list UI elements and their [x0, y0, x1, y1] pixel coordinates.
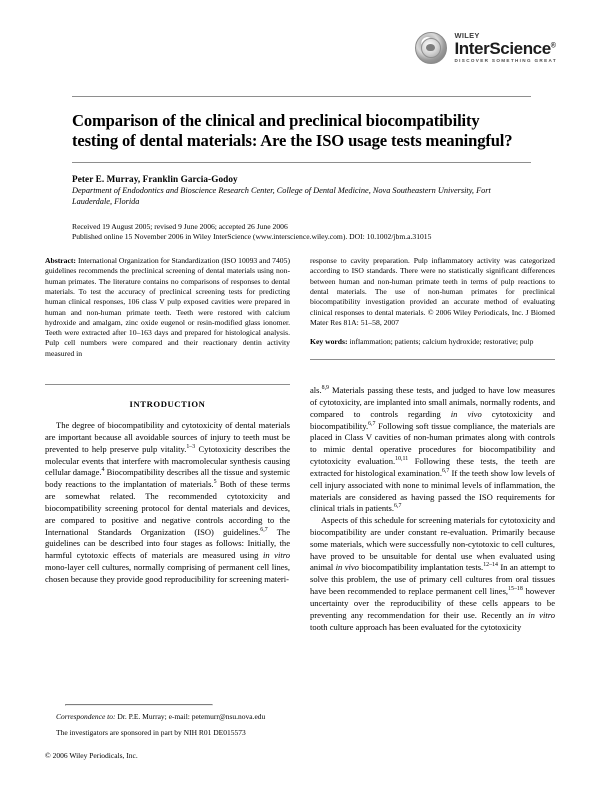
citation-ref-6-7-c: 6,7: [441, 468, 450, 475]
author-list: Peter E. Murray, Franklin Garcia-Godoy: [72, 174, 238, 185]
intro-paragraph-left: [45, 420, 290, 586]
footnote-zone: [45, 704, 317, 760]
wiley-interscience-logo: [415, 32, 557, 64]
citation-ref-4: 4: [101, 467, 105, 474]
authors-block: [27, 163, 573, 217]
citation-ref-12-14: 12–14: [483, 562, 498, 569]
intro-right-italic-invivo-1: in vivo: [450, 408, 482, 419]
intro-right-seg-4: Following soft tissue compliance, the materials are placed in Class V cavities of non-human primates along with controls to mimic dental operative procedures for biocompatibility and cytotoxicity evaluation.: [310, 420, 555, 467]
citation-ref-6-7-d: 6,7: [394, 503, 402, 510]
intro-right2-italic-invivo: in vivo: [335, 562, 359, 573]
received-dates: Received 19 August 2005; revised 9 June 2006; accepted 26 June 2006: [72, 221, 288, 231]
intro-right-seg-2: Materials passing these tests, and judged to have low measures of cytotoxicity, are implanted into small animals, normally rodents, and compared to controls regarding: [310, 385, 555, 419]
abstract-body-left: International Organization for Standardization (ISO 10093 and 7405) guidelines recommends the preclinical screening of dental materials using non-human primates. The literature contains no comparisons of responses to dental materials. To test the accuracy of preclinical screening tests for predicting human clinical responses, 106 class V pulp exposed cavities were prepared in human and non-human primate teeth. Teeth were restored with calcium hydroxide and amalgam, zinc oxide eugenol or resin-modified glass ionomer. Teeth were extracted after 10–163 days and prepared for histological analysis. Pulp cell numbers were compared and their reactionary dentin activity measured in: [45, 256, 290, 358]
intro-paragraph-right-2: [310, 515, 555, 633]
abstract-left-column: [45, 256, 290, 385]
title-block: [27, 97, 573, 162]
intro-left-seg-1: The degree of biocompatibility and cytotoxicity of dental materials are important because all avoidable sources of injury to teeth must be prevented to help preserve pulp vitality.: [45, 420, 290, 454]
body-right-column: [310, 385, 555, 633]
funding-note: The investigators are sponsored in part by NIH R01 DE015573: [56, 727, 246, 737]
copyright-line: © 2006 Wiley Periodicals, Inc.: [45, 751, 138, 760]
section-heading-introduction: INTRODUCTION: [129, 399, 206, 410]
intro-paragraph-right-1: [310, 385, 555, 515]
intro-right-seg-5: Following these tests, the teeth are extracted for histological examination.: [310, 456, 556, 478]
citation-ref-5: 5: [213, 479, 217, 486]
registered-trademark-icon: ®: [550, 42, 556, 50]
intro-right2-seg-3: In an attempt to solve this problem, the use of primary cell cultures from oral tissues have been recommended to replace permanent cell lines,: [310, 562, 555, 597]
intro-left-seg-2: Cytotoxicity describes the molecular events that interfere with macromolecular synthesis causing cellular damage.: [45, 443, 290, 478]
correspondence-value: Dr. P.E. Murray; e-mail: petemurr@nsu.nova.edu: [115, 711, 266, 721]
citation-ref-1-3: 1–3: [186, 443, 196, 450]
intro-right2-seg-4: however uncertainty over the reproducibility of these cells appears to be preventing any recommendation for their use. Recently an: [310, 586, 555, 620]
abstract-right-column: [310, 256, 555, 385]
footnote-divider: [65, 704, 213, 706]
abstract-label: Abstract:: [45, 256, 76, 266]
intro-right-seg-6: If the teeth show low levels of cell injury associated with none to minimal levels of inflammation, the materials are considered as having passed the ISO requirements for clinical trials in patients.: [310, 467, 555, 514]
intro-right2-italic-invitro: in vitro: [528, 609, 555, 620]
intro-right-seg-3: cytotoxicity and biocompatibility.: [310, 408, 555, 431]
body-columns: [27, 385, 573, 760]
citation-ref-8-9: 8,9: [321, 385, 330, 392]
intro-left-seg-3: Biocompatibility describes all the tissue and systemic body reactions to the implantation of materials.: [45, 467, 290, 490]
globe-icon: [415, 32, 447, 64]
author-affiliation: Department of Endodontics and Bioscience Research Center, College of Dental Medicine, Nova Southeastern University, Fort Lauderdale, Florida: [72, 185, 491, 206]
intro-left-seg-5: The guidelines can be described into four stages as follows: Initially, the harmful cytotoxic effects of materials are measured using: [45, 526, 290, 561]
logo-wiley-label: WILEY: [454, 30, 480, 40]
keywords-label: Key words:: [310, 337, 348, 347]
intro-left-italic-invitro: in vitro: [262, 550, 290, 561]
citation-ref-10-11: 10,11: [395, 456, 409, 463]
abstract-columns: [27, 243, 573, 385]
published-online-line: Published online 15 November 2006 in Wiley InterScience (www.interscience.wiley.com). DOI: 10.1002/jbm.a.31015: [72, 232, 432, 242]
page-title: Comparison of the clinical and preclinical biocompatibility testing of dental materials: Are the ISO usage tests meaningful?: [72, 111, 513, 151]
citation-ref-6-7-b: 6,7: [368, 420, 376, 427]
intro-left-seg-4: Both of these terms are somewhat related. The recommended cytotoxicity and biocompatibility screening protocol for dental materials and devices, are compared to positive and negative controls according to the International Standards Organization (ISO) guidelines.: [45, 479, 290, 537]
logo-tagline: DISCOVER SOMETHING GREAT: [454, 58, 557, 64]
correspondence-label: Correspondence to:: [56, 711, 116, 721]
body-left-column: [45, 385, 290, 760]
intro-right2-seg-5: tooth culture approach has been evaluated for the cytotoxicity: [310, 621, 522, 632]
correspondence-note: [45, 712, 317, 722]
logo-wordmark: [454, 32, 557, 64]
intro-right2-seg-1: Aspects of this schedule for screening materials for cytotoxicity and biocompatibility are under constant re-evaluation. Primarily because some materials, which were successfully non-cytotoxic to cell cultures, have proved to be unsuitable for dental use when evaluated using animal: [310, 515, 555, 573]
intro-right2-seg-2: biocompatibility implantation tests.: [358, 562, 484, 573]
publication-history: [27, 218, 573, 244]
intro-right-seg-1: als.: [310, 385, 322, 396]
logo-brand-label: InterScience®: [454, 39, 556, 59]
keywords-line: [310, 337, 555, 347]
keywords-values: inflammation; patients; calcium hydroxide; restorative; pulp: [349, 337, 534, 347]
citation-ref-15-18: 15–18: [508, 586, 523, 593]
publisher-masthead: [27, 0, 573, 96]
abstract-right-divider: [310, 359, 555, 360]
abstract-text-right: response to cavity preparation. Pulp inflammatory activity was categorized according to ISO standards. There were no statistically significant differences between human and non-human primate teeth in terms of pulp reactions to dental materials. The use of non-human primates for preclinical biocompatibility investigation provided an accurate method of evaluating clinical responses to dental materials. © 2006 Wiley Periodicals, Inc. J Biomed Mater Res 81A: 51–58, 2007: [310, 256, 555, 327]
citation-ref-6-7: 6,7: [260, 526, 268, 533]
abstract-text-left: [45, 256, 290, 359]
intro-left-seg-6: mono-layer cell cultures, normally comprising of permanent cell lines, chosen because they provide good reproducibility for screening materi-: [45, 562, 290, 584]
